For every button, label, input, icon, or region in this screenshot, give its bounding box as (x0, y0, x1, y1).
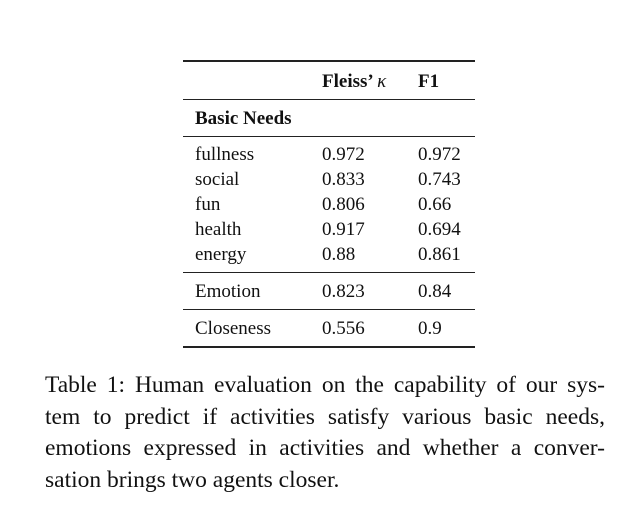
kappa-symbol: κ (377, 71, 387, 92)
row-fleiss-value: 0.917 (322, 219, 365, 240)
row-fleiss-value: 0.972 (322, 144, 365, 165)
caption-line: Table 1: Human evaluation on the capability of our sys- (45, 372, 605, 398)
row-fleiss-value: 0.833 (322, 169, 365, 190)
emotion-f1-value: 0.84 (418, 280, 452, 302)
emotion-fleiss-value: 0.823 (322, 280, 365, 302)
table-row (183, 137, 475, 168)
caption-line: emotions expressed in activities and whether a conver- (45, 435, 605, 461)
closeness-fleiss-value: 0.556 (322, 317, 365, 339)
table-row-emotion (183, 273, 475, 310)
table-row (183, 242, 475, 273)
row-label-closeness: Closeness (195, 317, 271, 339)
section-row-basic-needs (183, 100, 475, 137)
table-header-row (183, 61, 475, 100)
closeness-f1-value: 0.9 (418, 317, 442, 339)
row-fleiss-value: 0.88 (322, 244, 356, 265)
row-label: fun (195, 194, 221, 215)
header-fleiss-label: Fleiss’ (322, 71, 378, 92)
row-f1-value: 0.66 (418, 194, 452, 215)
table-caption (45, 370, 605, 496)
row-f1-value: 0.861 (418, 244, 461, 265)
table-row (183, 217, 475, 242)
header-f1: F1 (418, 71, 440, 92)
row-fleiss-value: 0.806 (322, 194, 365, 215)
table-row-closeness (183, 310, 475, 348)
caption-line: tem to predict if activities satisfy various basic needs, (45, 403, 605, 430)
row-f1-value: 0.743 (418, 169, 461, 190)
results-table (183, 60, 475, 348)
table-row (183, 192, 475, 217)
caption-line: sation brings two agents closer. (45, 466, 340, 493)
row-label-emotion: Emotion (195, 280, 261, 302)
row-label: energy (195, 244, 247, 265)
results-table-container (183, 60, 475, 348)
header-fleiss-kappa (322, 61, 418, 100)
row-label: fullness (195, 144, 255, 165)
section-title-basic-needs: Basic Needs (195, 107, 292, 129)
row-f1-value: 0.694 (418, 219, 461, 240)
header-empty-cell (183, 61, 322, 100)
row-label: social (195, 169, 240, 190)
table-row (183, 167, 475, 192)
row-label: health (195, 219, 242, 240)
row-f1-value: 0.972 (418, 144, 461, 165)
